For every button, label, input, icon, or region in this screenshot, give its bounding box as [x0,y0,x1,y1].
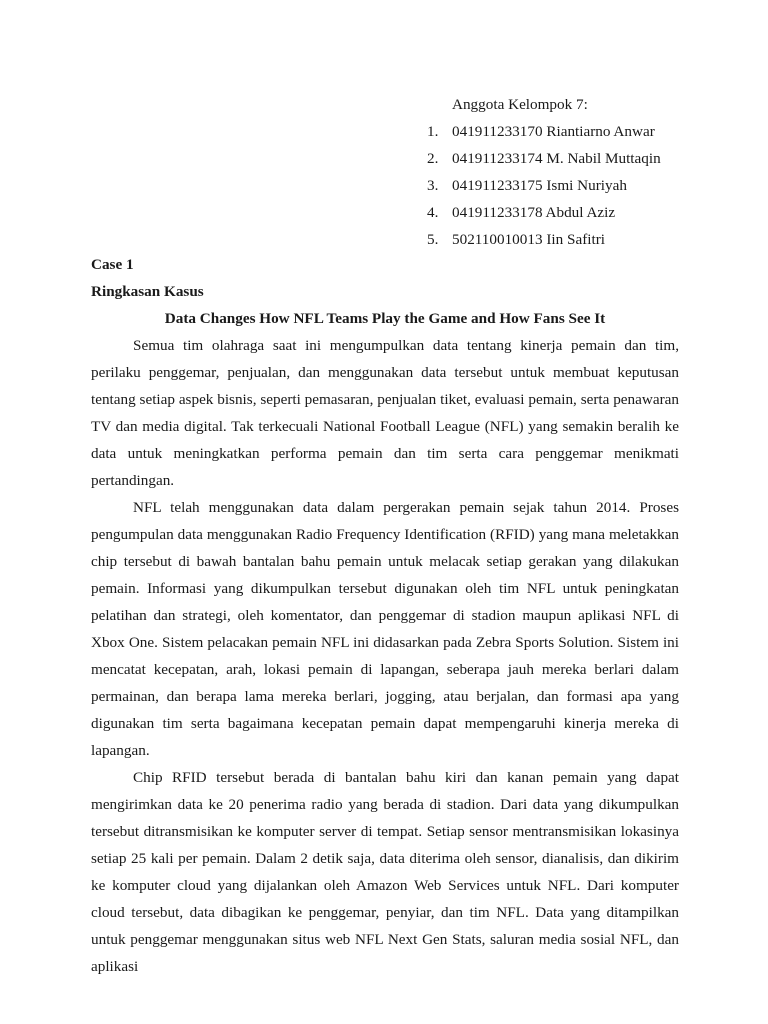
member-item [425,118,745,145]
member-number: 2. [427,150,439,167]
member-item [425,226,745,253]
member-number: 5. [427,231,439,248]
member-number: 4. [427,204,439,221]
member-text: 041911233178 Abdul Aziz [452,204,616,221]
summary-label: Ringkasan Kasus [91,283,204,300]
paragraph: Semua tim olahraga saat ini mengumpulkan data tentang kinerja pemain dan tim, perilaku penggemar, penjualan, dan menggunakan data tersebut untuk membuat keputusan tentang setiap aspek bisnis, seperti pemasaran, penjualan tiket, evaluasi pemain, serta penawaran TV dan media digital. Tak terkecuali National Football League (NFL) yang semakin beralih ke data untuk meningkatkan performa pemain dan tim serta cara penggemar menikmati pertandingan. [91,337,679,489]
member-text: 041911233175 Ismi Nuriyah [452,177,627,194]
document-body [91,251,679,980]
members-heading: Anggota Kelompok 7: [452,96,588,113]
case-title: Data Changes How NFL Teams Play the Game and How Fans See It [164,310,606,327]
member-number: 3. [427,177,439,194]
member-item [425,172,745,199]
members-list [425,118,745,253]
member-number: 1. [427,123,439,140]
paragraph: NFL telah menggunakan data dalam pergerakan pemain sejak tahun 2014. Proses pengumpulan data menggunakan Radio Frequency Identification (RFID) yang mana meletakkan chip tersebut di bawah bantalan bahu pemain untuk melacak setiap gerakan yang dilakukan pemain. Informasi yang dikumpulkan tersebut digunakan oleh tim NFL untuk peningkatan pelatihan dan strategi, oleh komentator, dan penggemar di stadion maupun aplikasi NFL di Xbox One. Sistem pelacakan pemain NFL ini didasarkan pada Zebra Sports Solution. Sistem ini mencatat kecepatan, arah, lokasi pemain di lapangan, seberapa jauh mereka berlari dalam permainan, dan berapa lama mereka berlari, jogging, atau berjalan, dan formasi apa yang digunakan tim serta bagaimana kecepatan pemain dapat mempengaruhi kinerja mereka di lapangan. [91,499,679,759]
group-members-block [425,91,745,253]
member-text: 502110010013 Iin Safitri [452,231,605,248]
member-item [425,145,745,172]
member-text: 041911233174 M. Nabil Muttaqin [452,150,661,167]
case-label: Case 1 [91,256,134,273]
member-item [425,199,745,226]
paragraph: Chip RFID tersebut berada di bantalan bahu kiri dan kanan pemain yang dapat mengirimkan data ke 20 penerima radio yang berada di stadion. Dari data yang dikumpulkan tersebut ditransmisikan ke komputer server di tempat. Setiap sensor mentransmisikan lokasinya setiap 25 kali per pemain. Dalam 2 detik saja, data diterima oleh sensor, dianalisis, dan dikirim ke komputer cloud yang dijalankan oleh Amazon Web Services untuk NFL. Dari komputer cloud tersebut, data dibagikan ke penggemar, penyiar, dan tim NFL. Data yang ditampilkan untuk penggemar menggunakan situs web NFL Next Gen Stats, saluran media sosial NFL, dan aplikasi [91,769,679,975]
member-text: 041911233170 Riantiarno Anwar [452,123,655,140]
